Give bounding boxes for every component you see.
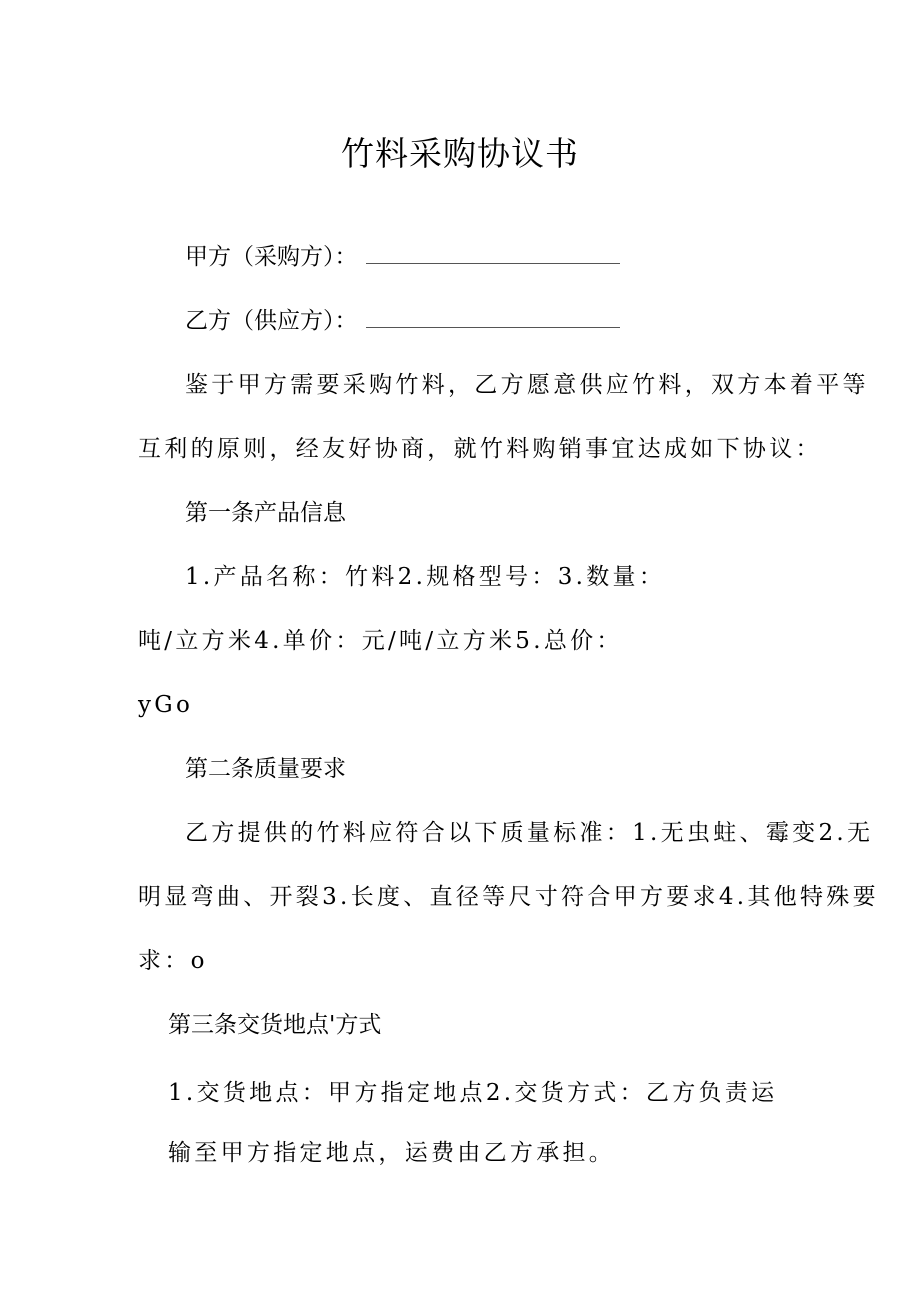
intro-line-2: 互利的原则，经友好协商，就竹料购销事宜达成如下协议： bbox=[138, 436, 822, 462]
party-a-blank-line bbox=[366, 262, 620, 264]
article-3-line-2: 输至甲方指定地点，运费由乙方承担。 bbox=[168, 1140, 616, 1166]
article-1-line-3: yGo bbox=[138, 692, 194, 718]
document-title: 竹料采购协议书 bbox=[341, 134, 579, 173]
article-1-line-2: 吨/立方米4.单价：元/吨/立方米5.总价： bbox=[138, 628, 623, 654]
party-b-blank-line bbox=[366, 326, 620, 328]
party-b-label: 乙方（供应方）： bbox=[185, 308, 358, 334]
article-1-heading: 第一条产品信息 bbox=[185, 500, 346, 526]
intro-line-1: 鉴于甲方需要采购竹料，乙方愿意供应竹料，双方本着平等 bbox=[185, 372, 869, 398]
party-a-label: 甲方（采购方）： bbox=[185, 244, 358, 270]
article-2-heading: 第二条质量要求 bbox=[185, 756, 346, 782]
article-2-line-3: 求：o bbox=[138, 948, 208, 974]
article-3-line-1: 1.交货地点：甲方指定地点2.交货方式：乙方负责运 bbox=[168, 1080, 778, 1106]
party-b-row bbox=[185, 310, 620, 333]
article-2-line-2: 明显弯曲、开裂3.长度、直径等尺寸符合甲方要求4.其他特殊要 bbox=[138, 884, 879, 910]
article-1-line-1: 1.产品名称：竹料2.规格型号：3.数量： bbox=[185, 564, 666, 590]
article-3-heading: 第三条交货地点'方式 bbox=[168, 1012, 382, 1038]
article-2-line-1: 乙方提供的竹料应符合以下质量标准：1.无虫蛀、霉变2.无 bbox=[185, 820, 874, 846]
party-a-row bbox=[185, 246, 620, 269]
